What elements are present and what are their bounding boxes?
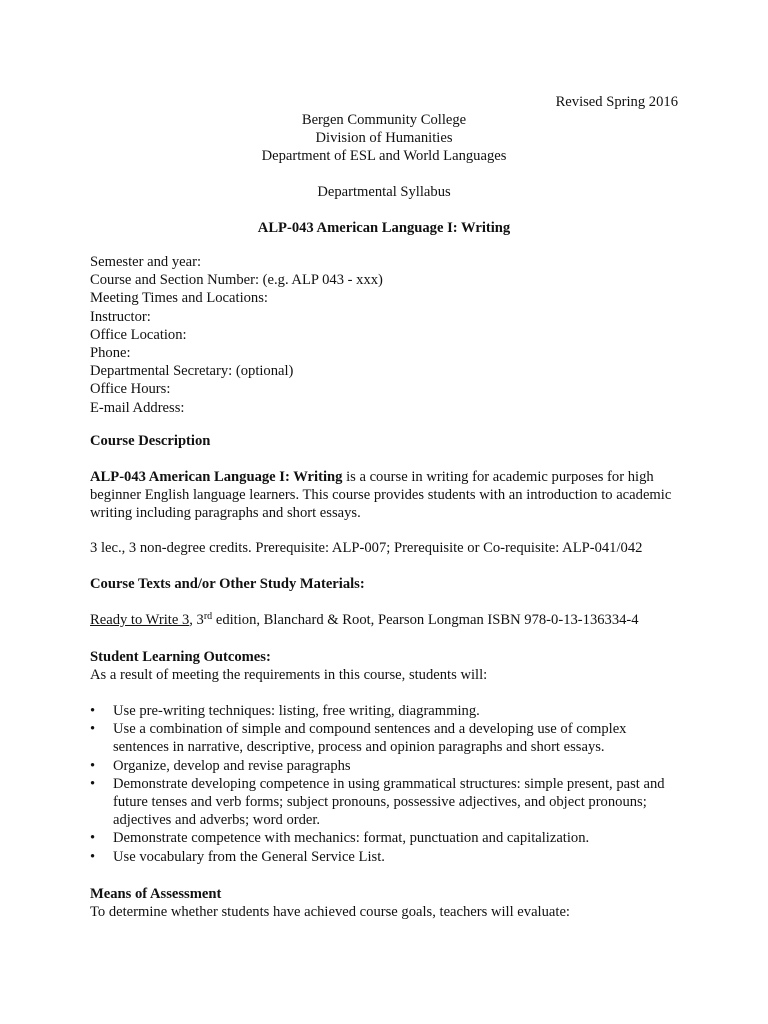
assessment-heading: Means of Assessment [90,886,222,902]
list-item: • Use vocabulary from the General Service List. [90,848,385,865]
list-item: • Organize, develop and revise paragraphs [90,757,351,774]
course-description-paragraph [90,468,685,523]
field-office-hours: Office Hours: [90,381,171,398]
bullet-icon: • [90,757,96,774]
textbook-title: Ready to Write 3 [90,612,190,628]
department-name: Department of ESL and World Languages [261,148,507,164]
field-course-section: Course and Section Number: (e.g. ALP 043 - xxx) [90,272,383,289]
list-item: • Demonstrate competence with mechanics: format, punctuation and capitalization. [90,830,590,847]
textbook-details: edition, Blanchard & Root, Pearson Longman ISBN 978-0-13-136334-4 [212,612,639,628]
field-meeting-times: Meeting Times and Locations: [90,290,268,307]
field-instructor: Instructor: [90,308,151,325]
list-item: • Use pre-writing techniques: listing, free writing, diagramming. [90,703,480,719]
revised-date: Revised Spring 2016 [555,94,678,110]
bullet-icon: • [90,830,96,847]
course-description-text: is a course in writing for academic purposes for high beginner English language learners. This course provides students with an introduction to academic writing including paragraphs and short essays. [90,469,672,522]
outcomes-intro: As a result of meeting the requirements in this course, students will: [90,667,488,683]
credits-line: 3 lec., 3 non-degree credits. Prerequisite: ALP-007; Prerequisite or Co-requisite: ALP-041/042 [90,540,643,556]
bullet-icon: • [90,775,96,792]
field-secretary: Departmental Secretary: (optional) [90,363,294,380]
course-description-heading: Course Description [90,433,211,449]
list-item: • Use a combination of simple and compound sentences and a developing use of complex sentences in narrative, descriptive, process and opinion paragraphs and short essays. [90,721,627,756]
course-info-fields [90,253,690,417]
course-description-lead: ALP-043 American Language I: Writing [90,469,343,485]
document-type: Departmental Syllabus [317,184,451,200]
bullet-icon: • [90,703,96,719]
course-title: ALP-043 American Language I: Writing [257,220,511,236]
outcomes-list [90,702,680,866]
assessment-intro: To determine whether students have achieved course goals, teachers will evaluate: [90,904,570,920]
bullet-icon: • [90,721,96,738]
field-phone: Phone: [90,345,131,362]
textbook-line [90,611,690,629]
textbook-edition-suffix: rd [203,611,213,622]
field-semester: Semester and year: [90,254,202,270]
course-texts-heading: Course Texts and/or Other Study Materials: [90,576,365,592]
field-email: E-mail Address: [90,399,185,416]
field-office-location: Office Location: [90,326,187,343]
division-name: Division of Humanities [315,130,453,146]
college-name: Bergen Community College [301,112,467,128]
outcomes-heading: Student Learning Outcomes: [90,649,271,665]
bullet-icon: • [90,848,96,865]
textbook-edition-number: , 3 [189,612,204,628]
list-item: • Demonstrate developing competence in using grammatical structures: simple present, past and future tenses and verb forms; subject pronouns, possessive adjectives, and object pronouns; adjectives and adverbs; word order. [90,775,665,829]
